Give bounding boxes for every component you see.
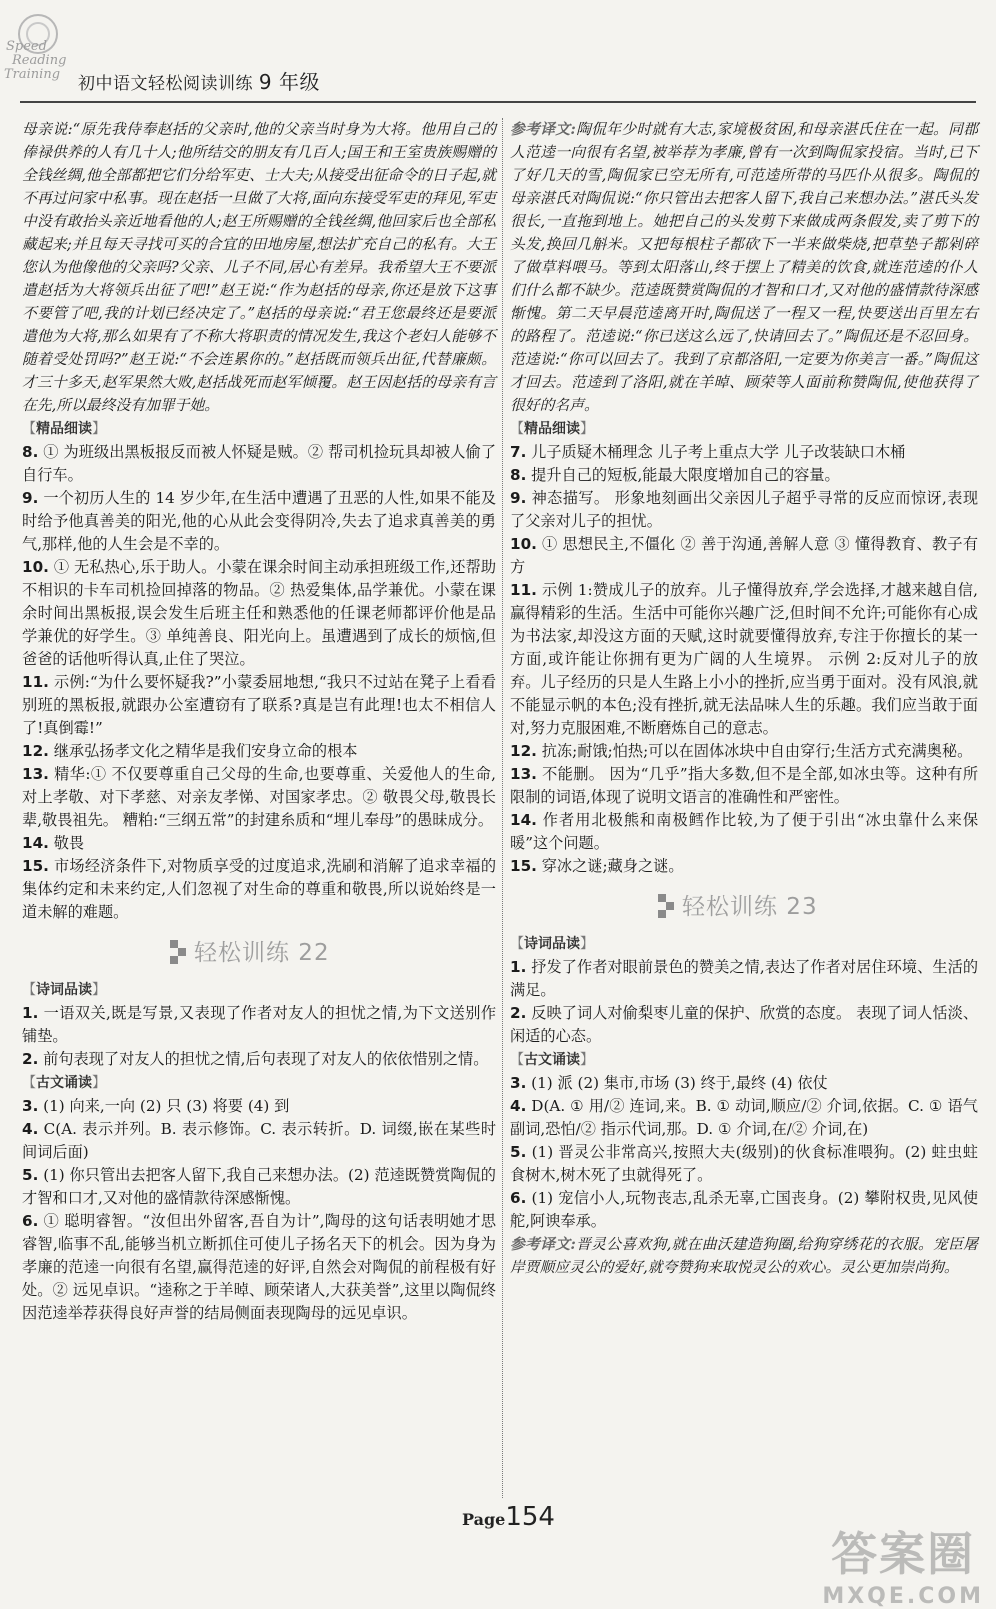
answer-item	[510, 533, 978, 579]
book-title	[78, 66, 320, 95]
answer-text: C(A. 表示并列。B. 表示修饰。C. 表示转折。D. 词缀,嵌在某些时间词后面)	[22, 1120, 497, 1161]
question-number: 9.	[22, 489, 39, 507]
translation-label: 参考译文:	[510, 121, 576, 138]
right-translation	[510, 118, 978, 417]
question-number: 1.	[510, 958, 527, 976]
question-number: 11.	[22, 673, 49, 691]
logo-word-reading: Reading	[12, 53, 67, 68]
answer-item	[510, 441, 978, 464]
question-number: 12.	[510, 742, 537, 760]
answer-item	[22, 1118, 496, 1164]
question-number: 6.	[510, 1189, 527, 1207]
question-number: 2.	[22, 1050, 39, 1068]
section-heading-text: 古文诵读	[36, 1075, 92, 1091]
answer-text: (1) 宠信小人,玩物丧志,乱杀无辜,亡国丧身。(2) 攀附权贵,见风使舵,阿谀奉承。	[510, 1189, 979, 1230]
answer-item	[22, 1002, 496, 1048]
answer-text: 反映了词人对偷梨枣儿童的保护、欣赏的态度。 表现了词人恬淡、闲适的心态。	[510, 1004, 979, 1045]
question-number: 7.	[510, 443, 527, 461]
question-number: 13.	[510, 765, 537, 783]
answer-item	[22, 832, 496, 855]
banner-square-icon	[170, 940, 178, 948]
answer-item	[22, 740, 496, 763]
translation-text: 陶侃年少时就有大志,家境极贫困,和母亲湛氏住在一起。同郡人范逵一向很有名望,被举荐为孝廉,曾有一次到陶侃家投宿。当时,已下了好几天的雪,陶侃家已空无所有,可范逵所带的马匹仆从很多。陶侃的母亲湛氏对陶侃说:“你只管出去把客人留下,我自己来想办法。”湛氏头发很长,一直拖到地上。她把自己的头发剪下来做成两条假发,卖了剪下的头发,换回几斛米。又把每根柱子都砍下一半来做柴烧,把草垫子都剁碎了做草料喂马。等到太阳落山,终于摆上了精美的饮食,就连范逵的仆人们什么都不缺少。范逵既赞赏陶侃的才智和口才,又对他的盛情款待深感惭愧。第二天早晨范逵离开时,陶侃送了一程又一程,快要送出百里左右的路程了。范逵说:“你已送这么远了,快请回去了。”陶侃还是不忍回身。范逵说:“你可以回去了。我到了京都洛阳,一定要为你美言一番。”陶侃这才回去。范逵到了洛阳,就在羊晫、顾荣等人面前称赞陶侃,使他获得了很好的名声。	[510, 121, 978, 414]
grade-label: 9 年级	[258, 70, 320, 94]
translation-label: 参考译文:	[510, 1236, 576, 1253]
right-column	[510, 118, 978, 1279]
answer-item	[22, 763, 496, 832]
banner-square-icon	[658, 910, 666, 918]
answer-text: (1) 派 (2) 集市,市场 (3) 终于,最终 (4) 依仗	[531, 1074, 828, 1092]
header-rule	[20, 101, 976, 103]
answer-item	[510, 1141, 978, 1187]
answer-text: 一个初历人生的 14 岁少年,在生活中遭遇了丑恶的人性,如果不能及时给予他真善美的阳光,他的心从此会变得阴冷,失去了追求真善美的勇气,那样,他的人生会是不幸的。	[22, 489, 497, 553]
exercise-banner	[510, 878, 978, 932]
answer-item	[22, 1048, 496, 1071]
question-number: 10.	[510, 535, 537, 553]
answer-item	[510, 579, 978, 740]
answer-text: 作者用北极熊和南极鳕作比较,为了便于引出“冰虫靠什么来保暖”这个问题。	[510, 811, 979, 852]
answer-item	[510, 1187, 978, 1233]
question-number: 13.	[22, 765, 49, 783]
column-divider	[502, 118, 503, 1498]
question-number: 14.	[510, 811, 537, 829]
answer-text: 不能删。 因为“几乎”指大多数,但不是全部,如冰虫等。这种有所限制的词语,体现了说明文语言的准确性和严密性。	[510, 765, 979, 806]
answer-list	[22, 441, 496, 924]
answer-text: 精华:① 不仅要尊重自己父母的生命,也要尊重、关爱他人的生命,对上孝敬、对下孝慈、对亲友孝悌、对国家孝忠。② 敬畏父母,敬畏长辈,敬畏祖先。 糟粕:“三纲五常”的封建糸质和“埋儿奉母”的愚昧成分。	[22, 765, 496, 829]
question-number: 15.	[22, 857, 49, 875]
answer-text: 抒发了作者对眼前景色的赞美之情,表达了作者对居住环境、生活的满足。	[510, 958, 979, 999]
book-title-text: 初中语文轻松阅读训练	[78, 74, 253, 94]
logo-word-speed: Speed	[6, 39, 47, 54]
answer-item	[22, 855, 496, 924]
answer-text: 继承弘扬孝文化之精华是我们安身立命的根本	[53, 742, 358, 760]
answer-item	[510, 956, 978, 1002]
answer-text: 抗冻;耐饿;怕热;可以在固体冰块中自由穿行;生活方式充满奥秘。	[541, 742, 973, 760]
answer-text: 示例:“为什么要怀疑我?”小蒙委屈地想,“我只不过站在凳子上看看别班的黑板报,就跟办公室遭窃有了联系?真是岂有此理!也太不相信人了!真倒霉!”	[22, 673, 497, 737]
answer-item	[510, 855, 978, 878]
answer-item	[22, 1164, 496, 1210]
banner-square-icon	[658, 894, 666, 902]
answer-item	[22, 556, 496, 671]
answer-item	[510, 763, 978, 809]
left-column	[22, 118, 496, 1325]
question-number: 9.	[510, 489, 527, 507]
page-number	[462, 1502, 555, 1532]
answer-text: ① 思想民主,不僵化 ② 善于沟通,善解人意 ③ 懂得教育、教子有方	[510, 535, 979, 576]
question-number: 3.	[22, 1097, 39, 1115]
answer-item	[22, 671, 496, 740]
left-translation: 母亲说:“原先我侍奉赵括的父亲时,他的父亲当时身为大将。他用自己的俸禄供养的人有几十人;他所结交的朋友有几百人;国王和王室贵族赐赠的全钱丝绸,他全部都把它们分给军吏、士大夫;从接受出征命令的日子起,就不再过问家中私事。现在赵括一旦做了大将,面向东接受军吏的拜见,军吏中没有敢抬头亲近地看他的人;赵王所赐赠的全钱丝绸,他回家后也全部私藏起来;并且每天寻找可买的合宜的田地房屋,想法扩充自己的私有。大王您认为他像他的父亲吗?父亲、儿子不同,居心有差异。我希望大王不要派遣赵括为大将领兵出征了吧!”赵王说:“作为赵括的母亲,你还是放下这事不要管了吧,我的计划已经决定了。”赵括的母亲说:“君王您最终还是要派遣他为大将,那么如果有了不称大将职责的情况发生,我这个老妇人能够不随着受处罚吗?”赵王说:“不会连累你的。”赵括既而领兵出征,代替廉颇。才三十多天,赵军果然大败,赵括战死而赵军倾覆。赵王因赵括的母亲有言在先,所以最终没有加罪于她。	[22, 121, 496, 414]
answer-item	[22, 1095, 496, 1118]
section-heading-text: 诗词品读	[36, 982, 92, 998]
watermark	[822, 1518, 984, 1609]
page-footer	[0, 1498, 996, 1609]
banner-square-icon	[178, 948, 186, 956]
question-number: 3.	[510, 1074, 527, 1092]
section-heading: 【精品细读】	[510, 421, 594, 437]
answer-text: 敬畏	[53, 834, 85, 852]
answer-text: 儿子质疑木桶理念 儿子考上重点大学 儿子改装缺口木桶	[531, 443, 906, 461]
section-heading-text: 精品细读	[36, 421, 92, 437]
answer-text: (1) 向来,一向 (2) 只 (3) 将要 (4) 到	[43, 1097, 290, 1115]
question-number: 12.	[22, 742, 49, 760]
section-heading: 【古文诵读】	[22, 1075, 106, 1091]
answer-item	[510, 1095, 978, 1141]
question-number: 11.	[510, 581, 537, 599]
section-heading: 【诗词品读】	[22, 982, 106, 998]
question-number: 5.	[22, 1166, 39, 1184]
section-heading: 【古文诵读】	[510, 1052, 594, 1068]
question-number: 10.	[22, 558, 49, 576]
watermark-logo-text: 答案圈	[831, 1527, 976, 1581]
answer-text: 穿冰之谜;藏身之谜。	[541, 857, 684, 875]
answer-text: 前句表现了对友人的担忧之情,后句表现了对友人的依依惜别之情。	[43, 1050, 489, 1068]
watermark-url: MXQE.COM	[822, 1584, 984, 1609]
page-number-value: 154	[505, 1502, 555, 1532]
banner-square-icon	[666, 902, 674, 910]
answer-text: (1) 你只管出去把客人留下,我自己来想办法。(2) 范逵既赞赏陶侃的才智和口才,又对他的盛情款待深感惭愧。	[22, 1166, 496, 1207]
question-number: 4.	[510, 1097, 527, 1115]
answer-item	[22, 441, 496, 487]
answer-item	[22, 1210, 496, 1325]
right-translation-2	[510, 1233, 978, 1279]
question-number: 8.	[510, 466, 527, 484]
answer-text: 一语双关,既是写景,又表现了作者对友人的担忧之情,为下文送别作铺垫。	[22, 1004, 497, 1045]
answer-text: ① 无私热心,乐于助人。小蒙在课余时间主动承担班级工作,还帮助不相识的卡车司机捡回掉落的物品。② 热爱集体,品学兼优。小蒙在课余时间出黑板报,误会发生后班主任和熟悉他的任课老师都评价他是品学兼优的好学生。③ 单纯善良、阳光向上。虽遭遇到了成长的烦恼,但爸爸的话他听得认真,止住了哭泣。	[22, 558, 497, 668]
translation-text: 晋灵公喜欢狗,就在曲沃建造狗圈,给狗穿绣花的衣服。宠臣屠岸贾顺应灵公的爱好,就夸赞狗来取悦灵公的欢心。灵公更加崇尚狗。	[510, 1236, 978, 1276]
exercise-banner	[22, 924, 496, 978]
answer-item	[510, 464, 978, 487]
banner-title: 轻松训练 22	[194, 940, 330, 966]
answer-text: (1) 晋灵公非常高兴,按照大夫(级别)的伙食标准喂狗。(2) 蛀虫蛀食树木,树木死了虫就得死了。	[510, 1143, 978, 1184]
answer-item	[22, 487, 496, 556]
page-label: Page	[462, 1510, 506, 1529]
answer-text: ① 为班级出黑板报反而被人怀疑是贼。② 帮司机捡玩具却被人偷了自行车。	[22, 443, 497, 484]
answer-text: 示例 1:赞成儿子的放弃。儿子懂得放弃,学会选择,才越来越自信,赢得精彩的生活。生活中可能你兴趣广泛,但时间不允许;可能你有心成为书法家,却没这方面的天赋,这时就要懂得放弃,专注于你擅长的某一方面,或许能让你拥有更为广阔的人生境界。 示例 2:反对儿子的放弃。儿子经历的只是人生路上小小的挫折,应当勇于面对。没有风浪,就不能显示帆的本色;没有挫折,就无法品味人生的乐趣。我们应当敢于面对,努力克服困难,不断磨炼自己的意志。	[510, 581, 979, 737]
answer-item	[510, 1072, 978, 1095]
question-number: 8.	[22, 443, 39, 461]
logo-word-training: Training	[4, 67, 61, 82]
question-number: 4.	[22, 1120, 39, 1138]
question-number: 14.	[22, 834, 49, 852]
answer-text: 市场经济条件下,对物质享受的过度追求,洗刷和消解了追求幸福的集体约定和未来约定,人们忽视了对生命的尊重和敬畏,所以说始终是一道未解的难题。	[22, 857, 497, 921]
question-number: 1.	[22, 1004, 39, 1022]
answer-text: 神态描写。 形象地刻画出父亲因儿子超乎寻常的反应而惊讶,表现了父亲对儿子的担忧。	[510, 489, 979, 530]
answer-item	[510, 809, 978, 855]
section-heading-text: 精品细读	[524, 421, 580, 437]
answer-text: D(A. ① 用/② 连词,来。B. ① 动词,顺应/② 介词,依据。C. ① 语气副词,恐怕/② 指示代词,那。D. ① 介词,在/② 介词,在)	[510, 1097, 978, 1138]
section-heading-text: 古文诵读	[524, 1052, 580, 1068]
answer-text: 提升自己的短板,能最大限度增加自己的容量。	[531, 466, 840, 484]
section-heading: 【精品细读】	[22, 421, 106, 437]
banner-square-icon	[170, 956, 178, 964]
answer-item	[510, 487, 978, 533]
answer-text: ① 聪明睿智。“汝但出外留客,吾自为计”,陶母的这句话表明她才思睿智,临事不乱,能够当机立断抓住可使儿子扬名天下的机会。因为身为孝廉的范逵一向很有名望,赢得范逵的好评,自然会对陶侃的前程极有好处。② 远见卓识。“逵称之于羊晫、顾荣诸人,大获美誉”,这里以陶侃终因范逵举荐获得良好声誉的结局侧面表现陶母的远见卓识。	[22, 1212, 497, 1322]
section-heading-text: 诗词品读	[524, 936, 580, 952]
question-number: 15.	[510, 857, 537, 875]
banner-title: 轻松训练 23	[682, 894, 818, 920]
question-number: 6.	[22, 1212, 39, 1230]
question-number: 2.	[510, 1004, 527, 1022]
page-header	[0, 0, 996, 110]
section-heading: 【诗词品读】	[510, 936, 594, 952]
speed-reading-logo	[4, 10, 74, 90]
answer-item	[510, 1002, 978, 1048]
question-number: 5.	[510, 1143, 527, 1161]
answer-item	[510, 740, 978, 763]
